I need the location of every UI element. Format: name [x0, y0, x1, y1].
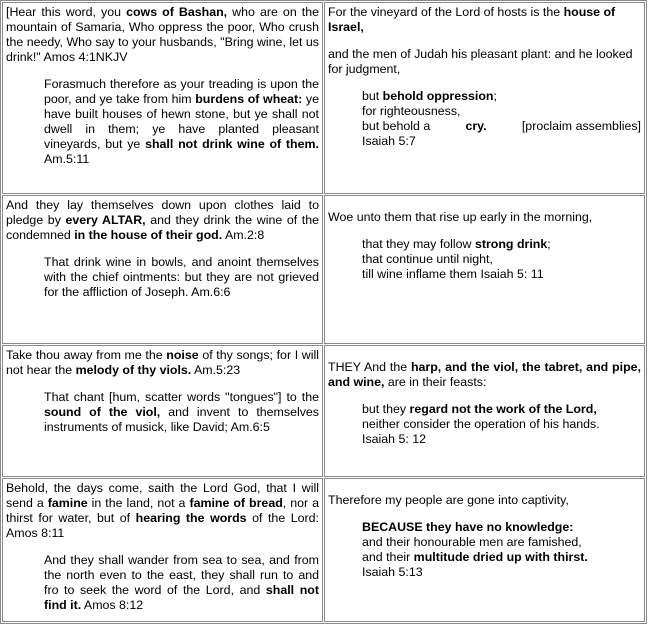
verse-line: but behold a cry. [proclaim assemblies] — [362, 119, 641, 133]
isaiah-verse-indented — [362, 520, 641, 580]
amos-cell — [2, 2, 323, 194]
verse-line: neither consider the operation of his hands. — [362, 417, 600, 431]
isaiah-verse-indented — [362, 402, 641, 447]
isaiah-verse-indented — [362, 89, 641, 149]
table-row — [2, 345, 645, 477]
isaiah-verse: THEY And the harp, and the viol, the tabret, and pipe, and wine, are in their feasts: — [328, 360, 641, 389]
amos-verse: And they lay themselves down upon clothes laid to pledge by every ALTAR, and they drink the wine of the condemned in the house of their god. Am.2:8 — [6, 198, 319, 242]
amos-verse-indented: And they shall wander from sea to sea, and from the north even to the east, they shall run to and fro to seek the word of the Lord, and shall not find it. Amos 8:12 — [44, 553, 319, 612]
amos-verse: [Hear this word, you cows of Bashan, who are on the mountain of Samaria, Who oppress the poor, Who crush the needy, Who say to your husbands, "Bring wine, let us drink!" Amos 4:1NKJV — [6, 5, 319, 64]
isaiah-cell — [324, 195, 645, 344]
verse-line: for righteousness, — [362, 104, 461, 118]
isaiah-verse-indented — [362, 237, 641, 282]
verse-line: BECAUSE they have no knowledge: — [362, 520, 574, 534]
isaiah-cell — [324, 2, 645, 194]
verse-reference: Isaiah 5:13 — [362, 565, 423, 579]
amos-verse: Behold, the days come, saith the Lord God, that I will send a famine in the land, not a famine of bread, nor a thirst for water, but of hearing the words of the Lord: Amos 8:11 — [6, 481, 319, 540]
verse-reference: Isaiah 5: 12 — [362, 432, 427, 446]
amos-cell — [2, 478, 323, 622]
table-row — [2, 2, 645, 194]
verse-line: but they regard not the work of the Lord, — [362, 402, 597, 416]
amos-verse: Take thou away from me the noise of thy songs; for I will not hear the melody of thy viols. Am.5:23 — [6, 348, 320, 377]
isaiah-verse: Therefore my people are gone into captivity, — [328, 493, 569, 507]
amos-cell — [2, 345, 323, 477]
verse-line: and their multitude dried up with thirst. — [362, 550, 588, 564]
isaiah-verse: Woe unto them that rise up early in the morning, — [328, 210, 593, 224]
isaiah-verse: and the men of Judah his pleasant plant: and he looked for judgment, — [328, 47, 633, 76]
verse-line: that continue until night, — [362, 252, 493, 266]
verse-line: and their honourable men are famished, — [362, 535, 582, 549]
verse-line: till wine inflame them Isaiah 5: 11 — [362, 267, 544, 281]
isaiah-verse: For the vineyard of the Lord of hosts is the house of Israel, — [328, 5, 616, 34]
table-row — [2, 195, 645, 344]
amos-verse-indented: Forasmuch therefore as your treading is upon the poor, and ye take from him burdens of wheat: ye have built houses of hewn stone, but ye shall not dwell in them; ye have planted pleasant vineyards, but ye shall not drink wine of them. Am.5:11 — [44, 77, 320, 166]
verse-line: that they may follow strong drink; — [362, 237, 551, 251]
isaiah-cell — [324, 478, 645, 622]
amos-cell — [2, 195, 323, 344]
amos-verse-indented: That drink wine in bowls, and anoint themselves with the chief ointments: but they are not grieved for the affliction of Joseph. Am.6:6 — [44, 255, 319, 299]
isaiah-cell — [324, 345, 645, 477]
amos-verse-indented: That chant [hum, scatter words "tongues"] to the sound of the viol, and invent to themselves instruments of musick, like David; Am.6:5 — [44, 390, 319, 434]
verse-reference: Isaiah 5:7 — [362, 134, 416, 148]
verse-line: but behold oppression; — [362, 89, 497, 103]
table-row — [2, 478, 645, 622]
